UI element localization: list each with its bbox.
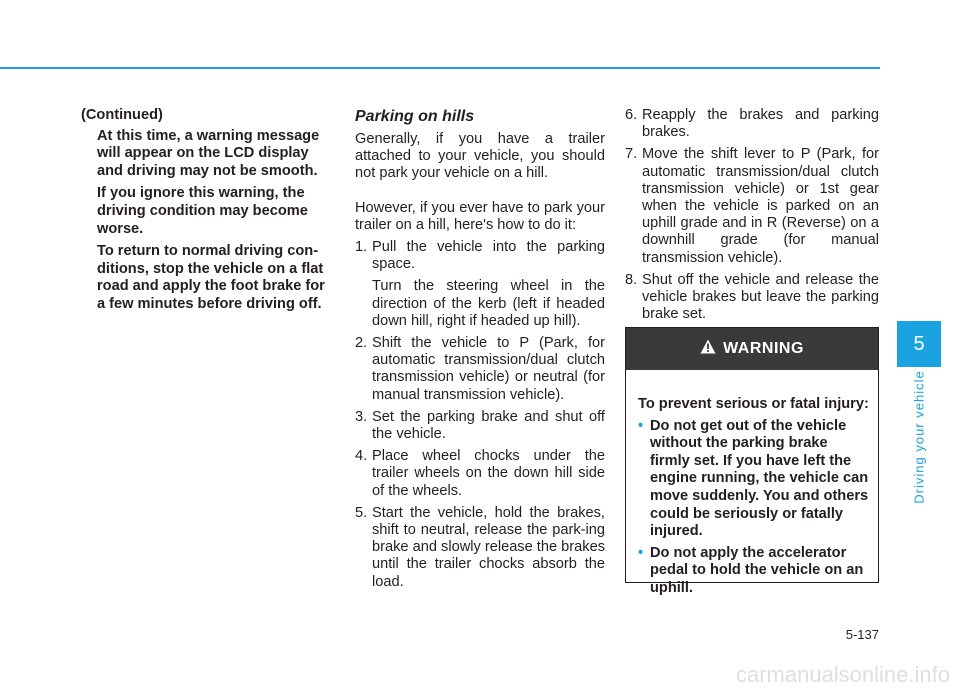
step-item (355, 505, 605, 591)
step-text: Start the vehicle, hold the brakes, shift to neutral, release the park-ing brake and slowly release the brakes until the trailer chocks absorb the load. (372, 504, 605, 590)
column-left (81, 107, 335, 319)
warning-bullet (638, 545, 869, 598)
step-subtext: Turn the steering wheel in the direction of the kerb (left if headed down hill, right if headed up hill). (372, 278, 605, 329)
warning-bullet-text: Do not apply the accelerator pedal to hold the vehicle on an uphill. (650, 544, 864, 596)
step-text: Pull the vehicle into the parking space. (372, 239, 605, 273)
warning-header (626, 328, 878, 370)
step-item (625, 107, 879, 141)
step-text: Shut off the vehicle and release the vehicle brakes but leave the parking brake set. (642, 271, 879, 323)
step-text: Set the parking brake and shut off the vehicle. (372, 408, 605, 443)
intro-paragraph: Generally, if you have a trailer attached to your vehicle, you should not park your vehicle on a hill. (355, 131, 605, 182)
step-text: Move the shift lever to P (Park, for automatic transmission/dual clutch transmission vehicle) or 1st gear when the vehicle is parked on an uphill grade and in R (Reverse) on a downhill grade (for manual transmission vehicle). (642, 146, 879, 266)
column-middle (355, 107, 605, 596)
warning-intro: To prevent serious or fatal injury: (638, 396, 869, 412)
warning-title: WARNING (723, 340, 804, 357)
chapter-label: Driving your vehicle (911, 370, 927, 504)
warning-message-text: At this time, a warning message will appear on the LCD display and driving may not be smooth. (97, 127, 320, 179)
step-number: 1. (355, 239, 368, 256)
warning-triangle-icon (700, 339, 716, 359)
step-number: 2. (355, 335, 368, 352)
page-number: 5-137 (845, 627, 879, 642)
step-number: 6. (625, 107, 638, 123)
step-number: 8. (625, 271, 638, 288)
step-subitem (355, 278, 605, 330)
step-text: Place wheel chocks under the trailer wheels on the down hill side of the wheels. (372, 448, 605, 499)
step-item (625, 146, 879, 266)
warning-bullet (638, 418, 869, 541)
howto-paragraph: However, if you ever have to park your trailer on a hill, here's how to do it: (355, 199, 605, 233)
step-item (355, 239, 605, 273)
section-heading: Parking on hills (355, 108, 475, 125)
bullet-dot-icon: • (638, 417, 644, 434)
bullet-dot-icon: • (638, 544, 644, 561)
step-item (625, 272, 879, 324)
step-item (355, 409, 605, 443)
column-right (625, 107, 879, 328)
step-text: Shift the vehicle to P (Park, for automatic transmission/dual clutch transmission vehicle) or neutral (for manual transmission vehicle). (372, 335, 605, 403)
step-number: 3. (355, 408, 368, 425)
step-item (355, 335, 605, 404)
warning-bullet-text: Do not get out of the vehicle without the parking brake firmly set. If you have left the engine running, the vehicle can move suddenly. You and others could be seriously or fatally injured. (650, 417, 869, 540)
step-text: Reapply the brakes and parking brakes. (642, 107, 879, 141)
header-rule (0, 67, 880, 69)
continued-label: (Continued) (81, 107, 163, 123)
warning-body (626, 370, 878, 598)
step-number: 4. (355, 448, 368, 465)
return-normal-text: To return to normal driving con-ditions, stop the vehicle on a flat road and apply the foot brake for a few minutes before driving off. (97, 243, 325, 312)
steps-list-2 (625, 107, 879, 323)
watermark: carmanualsonline.info (735, 662, 950, 687)
step-number: 7. (625, 146, 638, 163)
step-number: 5. (355, 504, 368, 521)
warning-box (625, 327, 879, 596)
ignore-warning-text: If you ignore this warning, the driving condition may become worse. (97, 185, 308, 237)
chapter-tab: 5 (897, 321, 941, 367)
step-item (355, 448, 605, 500)
steps-list-1 (355, 239, 605, 591)
